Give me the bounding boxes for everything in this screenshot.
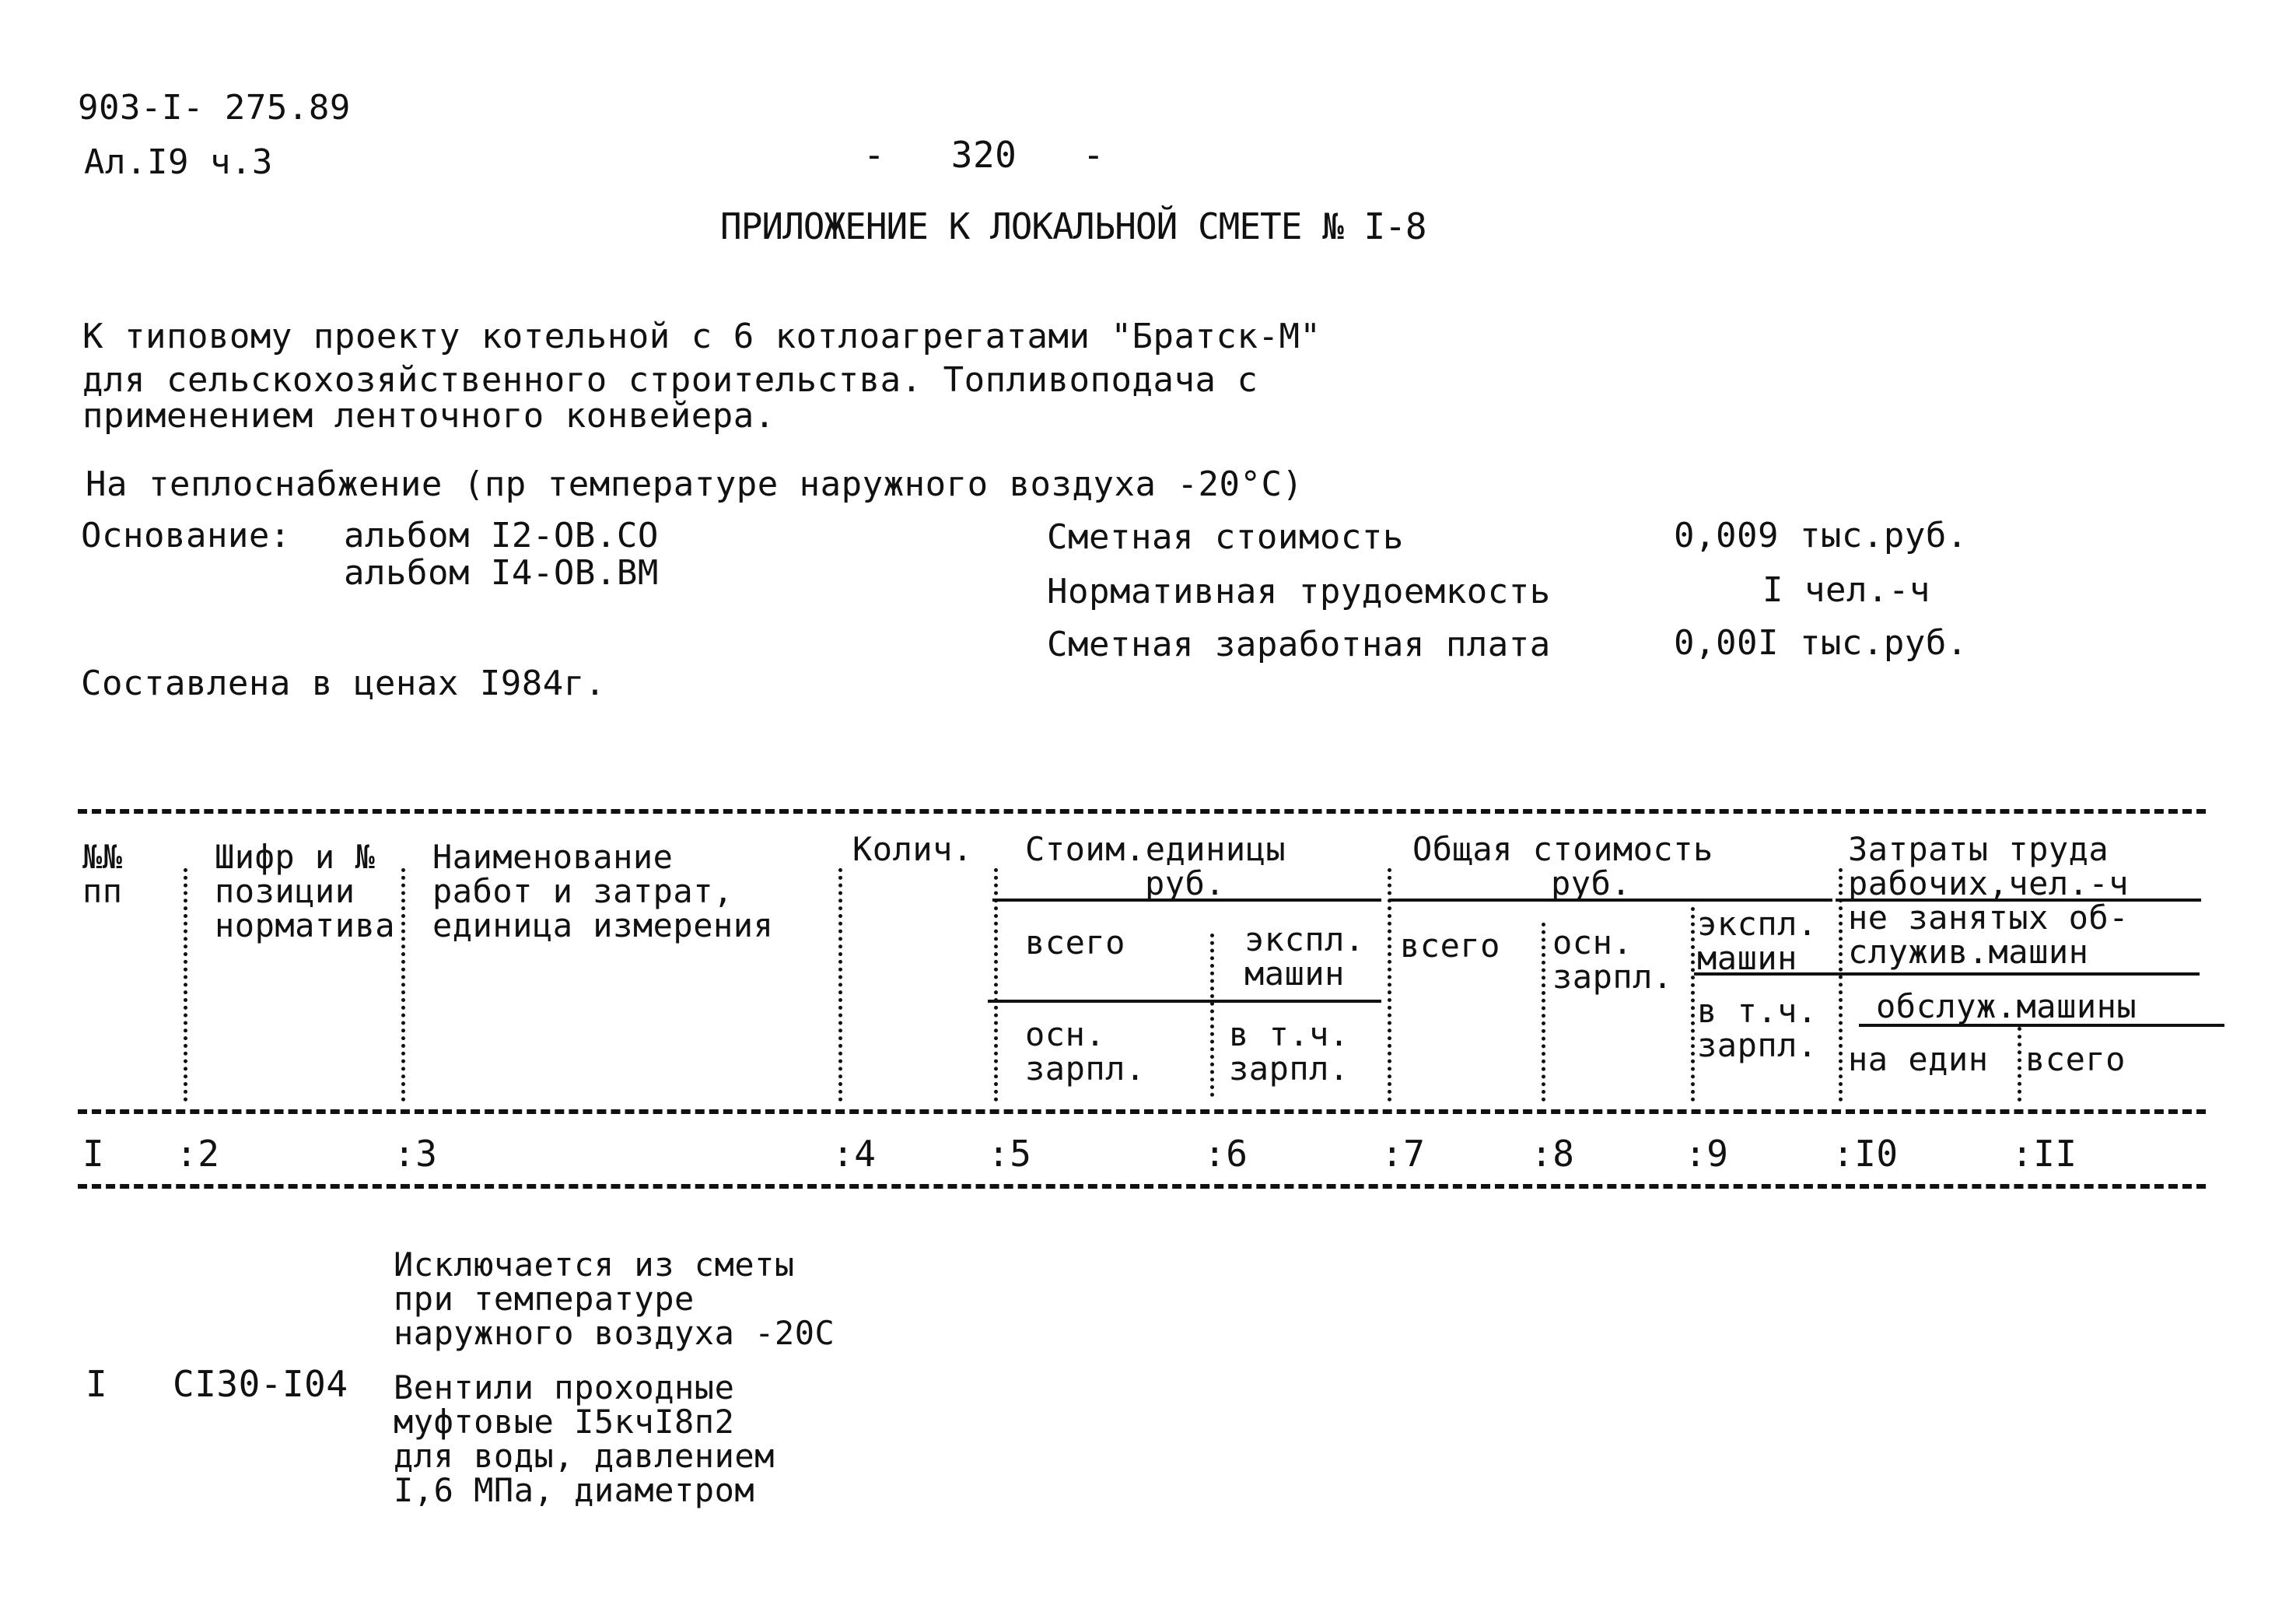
document-title: ПРИЛОЖЕНИЕ К ЛОКАЛЬНОЙ СМЕТЕ № I-8 bbox=[720, 205, 1426, 247]
basis-label: Основание: bbox=[81, 516, 291, 555]
total-incl-wage-header: в т.ч. зарпл. bbox=[1697, 992, 1818, 1064]
col-separator bbox=[1542, 923, 1545, 1102]
column-number: :8 bbox=[1531, 1133, 1575, 1175]
column-number: :I0 bbox=[1832, 1133, 1899, 1175]
col-code-header: Шифр и № позиции норматива bbox=[215, 838, 396, 944]
numbers-bottom-rule bbox=[78, 1184, 2206, 1189]
column-number: :2 bbox=[176, 1133, 220, 1175]
col-separator bbox=[2018, 1027, 2021, 1102]
column-number: :II bbox=[2011, 1133, 2077, 1175]
row-name: Вентили проходные муфтовые I5кчI8п2 для воды, давлением I,6 МПа, диаметром bbox=[394, 1368, 775, 1509]
row-number: I bbox=[86, 1363, 108, 1405]
col-separator bbox=[1388, 868, 1391, 1102]
total-cost-currency: руб. bbox=[1551, 864, 1632, 902]
basis-album-1: альбом I2-ОВ.СО bbox=[344, 516, 659, 555]
unit-incl-wage-header: в т.ч. зарпл. bbox=[1229, 1015, 1349, 1088]
estimated-cost-label: Сметная стоимость bbox=[1047, 517, 1404, 557]
col-quantity-header: Колич. bbox=[852, 830, 973, 868]
col-separator bbox=[184, 868, 187, 1102]
col-number-header: №№ пп bbox=[82, 838, 123, 910]
labor-intensity-label: Нормативная трудоемкость bbox=[1047, 572, 1551, 611]
column-number: I bbox=[82, 1133, 105, 1175]
total-cost-header: Общая стоимость bbox=[1412, 830, 1713, 868]
unit-cost-currency: руб. bbox=[1145, 864, 1226, 902]
page-number: - 320 - bbox=[863, 134, 1105, 176]
col-separator bbox=[994, 868, 998, 1102]
album-reference: Ал.I9 ч.3 bbox=[84, 142, 273, 182]
column-number: :6 bbox=[1204, 1133, 1248, 1175]
column-number: :9 bbox=[1685, 1133, 1729, 1175]
column-number: :4 bbox=[832, 1133, 877, 1175]
section-note: Исключается из сметы при температуре наружного воздуха -20С bbox=[394, 1245, 835, 1352]
total-wage-header: осн. зарпл. bbox=[1552, 923, 1673, 996]
column-number: :3 bbox=[394, 1133, 438, 1175]
labor-header: Затраты труда рабочих,чел.-ч не занятых об- служив.машин bbox=[1848, 830, 2130, 971]
column-number: :5 bbox=[988, 1133, 1032, 1175]
intro-line-1: К типовому проекту котельной с 6 котлоагрегатами "Братск-М" bbox=[82, 317, 1321, 356]
unit-total-header: всего bbox=[1025, 923, 1125, 962]
total-all-header: всего bbox=[1400, 927, 1500, 965]
unit-machines-header: экспл. машин bbox=[1244, 920, 1365, 993]
labor-total-header: всего bbox=[2025, 1040, 2126, 1078]
estimated-cost-value: 0,009 тыс.руб. bbox=[1674, 516, 1968, 555]
col-separator bbox=[838, 868, 842, 1102]
estimated-wage-label: Сметная заработная плата bbox=[1047, 625, 1551, 664]
col-separator bbox=[401, 868, 405, 1102]
total-machines-header: экспл. машин bbox=[1697, 905, 1818, 977]
document-code: 903-I- 275.89 bbox=[78, 88, 351, 128]
row-code: СI30-I04 bbox=[173, 1363, 348, 1405]
table-top-rule bbox=[78, 809, 2206, 814]
intro-line-2: для сельскохозяйственного строительства. Топливоподача с bbox=[82, 360, 1258, 400]
unit-wage-header: осн. зарпл. bbox=[1025, 1015, 1146, 1088]
estimated-wage-value: 0,00I тыс.руб. bbox=[1674, 623, 1968, 663]
unit-cost-header: Стоим.единицы bbox=[1025, 830, 1286, 868]
col-separator bbox=[1691, 907, 1695, 1102]
labor-service-header: обслуж.машины bbox=[1876, 987, 2137, 1025]
column-number: :7 bbox=[1381, 1133, 1426, 1175]
col-name-header: Наименование работ и затрат, единица измерения bbox=[432, 838, 774, 944]
basis-album-2: альбом I4-ОВ.ВМ bbox=[344, 553, 659, 593]
labor-unit-header: на един bbox=[1848, 1040, 1989, 1078]
col-separator bbox=[1839, 868, 1843, 1102]
col-separator bbox=[1210, 934, 1214, 1097]
prices-line: Составлена в ценах I984г. bbox=[81, 664, 606, 703]
header-bottom-rule bbox=[78, 1109, 2206, 1114]
heat-supply-line: На теплоснабжение (пр температуре наружного воздуха -20°С) bbox=[86, 464, 1304, 504]
intro-line-3: применением ленточного конвейера. bbox=[82, 396, 775, 436]
unit-cost-mid-rule bbox=[988, 1000, 1381, 1003]
labor-intensity-value: I чел.-ч bbox=[1762, 570, 1930, 610]
